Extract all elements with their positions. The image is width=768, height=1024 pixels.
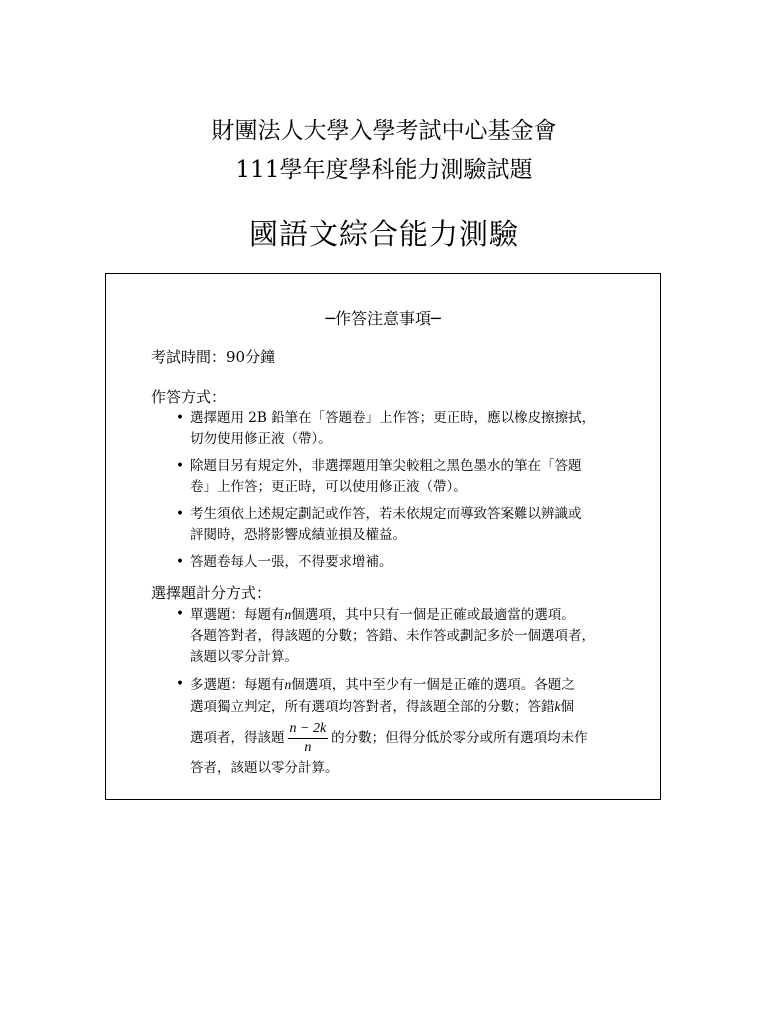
fraction: [288, 722, 329, 755]
variable-n: n: [284, 607, 292, 622]
list-item-line: 除題目另有規定外，非選擇題用筆尖較粗之黑色墨水的筆在「答題: [190, 458, 582, 474]
text-segment: 的分數；但得分低於零分或所有選項均未作: [331, 730, 588, 746]
list-item-line: 答者，該題以零分計算。: [190, 760, 339, 776]
bullet-icon: •: [176, 676, 184, 692]
bullet-icon: •: [176, 506, 184, 522]
instructions-box: [105, 273, 661, 800]
text-segment: 單選題：每題有: [190, 607, 285, 623]
instructions-title: ─作答注意事項─: [325, 309, 441, 328]
text-segment: 多選題：每題有: [190, 677, 285, 693]
organization-name: 財團法人大學入學考試中心基金會: [211, 118, 557, 144]
fraction-numerator: n − 2k: [288, 722, 329, 739]
text-segment: 個選項，其中只有一個是正確或最適當的選項。: [291, 607, 575, 623]
list-item-line: [190, 674, 634, 696]
list-item-line: [190, 604, 634, 626]
multiple-choice-rule: [176, 674, 634, 779]
variable-n: n: [284, 677, 292, 692]
subject-title: 國語文綜合能力測驗: [248, 217, 519, 251]
bullet-icon: •: [176, 606, 184, 622]
answer-method-list: [176, 408, 634, 579]
list-item-line: 評閱時，恐將影響成績並損及權益。: [190, 527, 406, 543]
list-item: [176, 456, 634, 498]
text-segment: 個: [560, 699, 574, 715]
bullet-icon: •: [176, 554, 184, 570]
list-item-line: [190, 696, 634, 718]
list-item-line: 切勿使用修正液（帶）。: [190, 431, 332, 447]
bullet-icon: •: [176, 458, 184, 474]
exam-year-title: 111學年度學科能力測驗試題: [235, 157, 533, 183]
exam-time: 考試時間：90分鐘: [151, 348, 276, 366]
text-segment: 選項者，得該題: [190, 730, 285, 746]
answer-method-heading: 作答方式：: [151, 388, 227, 406]
list-item-line: 答題卷每人一張，不得要求增補。: [190, 554, 393, 570]
list-item-line: 卷」上作答；更正時，可以使用修正液（帶）。: [190, 479, 467, 495]
list-item: [176, 504, 634, 546]
list-item-line: [190, 718, 634, 758]
list-item-line: 各題答對者，得該題的分數；答錯、未作答或劃記多於一個選項者，: [190, 628, 595, 644]
single-choice-rule: [176, 604, 634, 668]
list-item: [176, 552, 634, 573]
scoring-method-heading: 選擇題計分方式：: [151, 584, 272, 602]
bullet-icon: •: [176, 410, 184, 426]
variable-k: k: [554, 699, 561, 714]
list-item: [176, 408, 634, 450]
list-item-line: 考生須依上述規定劃記或作答，若未依規定而導致答案難以辨識或: [190, 506, 582, 522]
fraction-denominator: n: [304, 740, 312, 755]
text-segment: 選項獨立判定，所有選項均答對者，得該題全部的分數；答錯: [190, 699, 555, 715]
scoring-method-list: [176, 604, 634, 785]
list-item-line: 該題以零分計算。: [190, 649, 298, 665]
list-item-line: 選擇題用 2B 鉛筆在「答題卷」上作答；更正時，應以橡皮擦擦拭，: [190, 410, 596, 426]
text-segment: 個選項，其中至少有一個是正確的選項。各題之: [291, 677, 575, 693]
